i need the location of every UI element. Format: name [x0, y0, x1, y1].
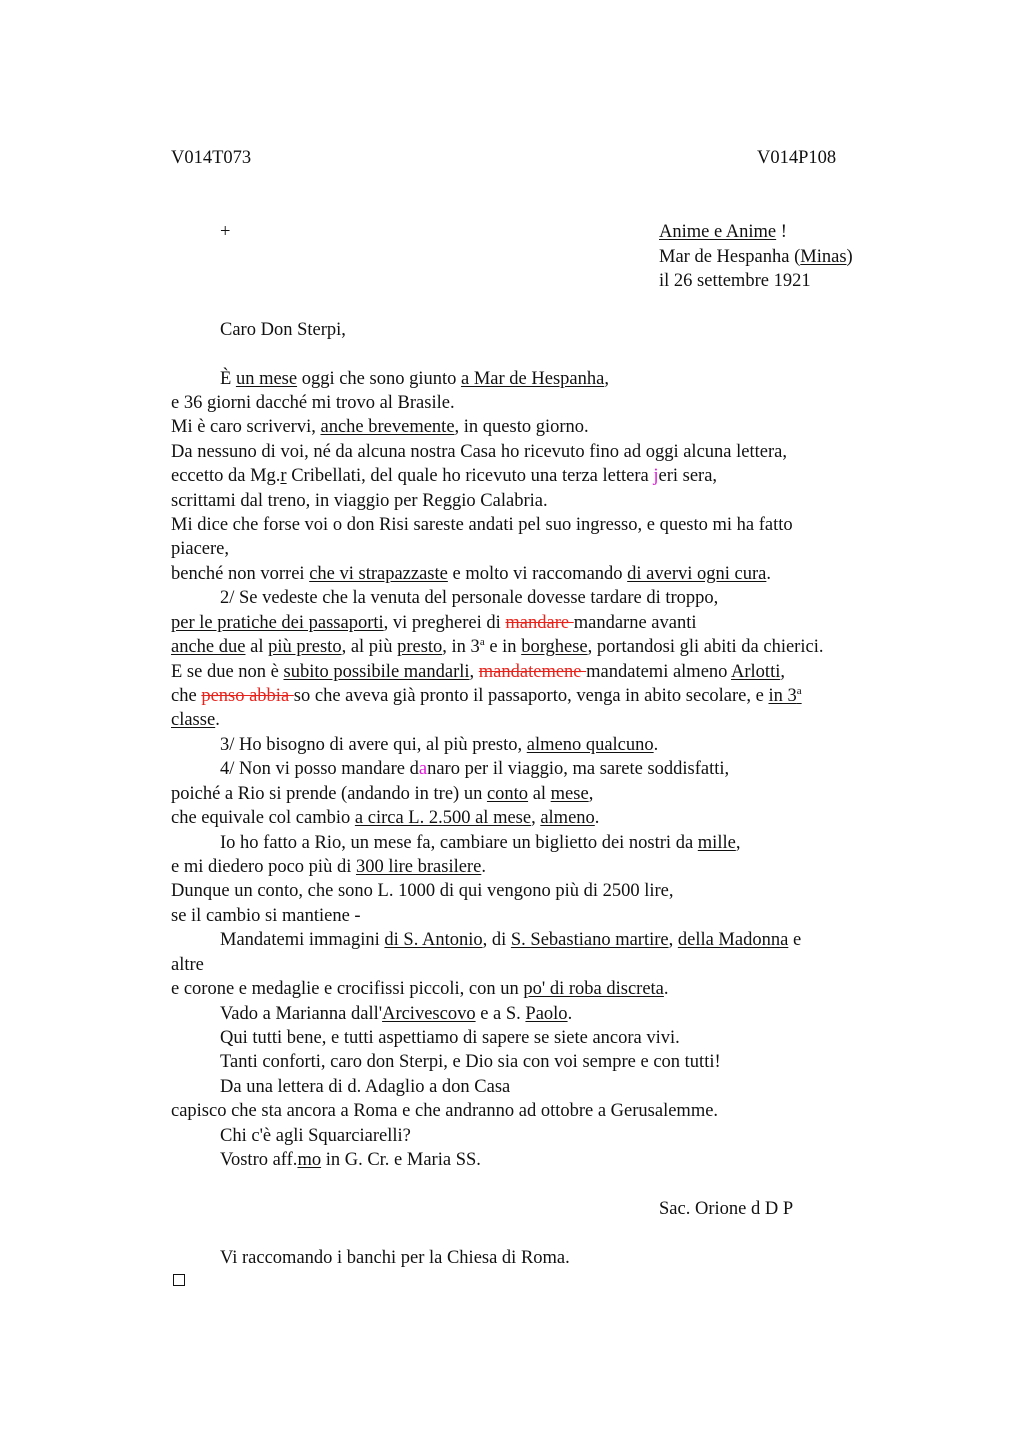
document-code-left: V014T073 [171, 148, 252, 168]
letter-line: scrittami dal treno, in viaggio per Reggio Calabria. [171, 491, 548, 511]
document-code-right: V014P108 [757, 148, 837, 168]
letter-line: È un mese oggi che sono giunto a Mar de Hespanha, [220, 369, 609, 389]
motto: Anime e Anime [659, 222, 777, 242]
postscript: Vi raccomando i banchi per la Chiesa di Roma. [220, 1248, 570, 1268]
letter-line: 3/ Ho bisogno di avere qui, al più presto, almeno qualcuno. [220, 735, 659, 755]
letter-line: anche due al più presto, al più presto, in 3$^a$ e in borghese, portandosi gli abiti da chierici. [171, 635, 824, 657]
letter-line: e corone e medaglie e crocifissi piccoli, con un po' di roba discreta. [171, 979, 669, 999]
letter-line: eccetto da Mg.r Cribellati, del quale ho ricevuto una terza lettera jeri sera, [171, 466, 718, 486]
letter-line: Chi c'è agli Squarciarelli? [220, 1126, 411, 1146]
letter-line: altre [171, 955, 204, 975]
letter-line: che penso abbia so che aveva già pronto il passaporto, venga in abito secolare, e in 3$^a$ [171, 684, 802, 706]
motto-line: Anime e Anime ! [659, 222, 787, 242]
letter-line: poiché a Rio si prende (andando in tre) un conto al mese, [171, 784, 594, 804]
letter-line: e mi diedero poco più di 300 lire brasilere. [171, 857, 486, 877]
date-line: il 26 settembre 1921 [659, 271, 811, 291]
letter-line: Io ho fatto a Rio, un mese fa, cambiare un biglietto dei nostri da mille, [220, 833, 741, 853]
letter-line: E se due non è subito possibile mandarli, mandatemene mandatemi almeno Arlotti, [171, 662, 785, 682]
closing-line: Vostro aff.mo in G. Cr. e Maria SS. [220, 1150, 481, 1170]
letter-line: Mi dice che forse voi o don Risi sareste andati pel suo ingresso, e questo mi ha fatto [171, 515, 793, 535]
salutation: Caro Don Sterpi, [220, 320, 346, 340]
signature: Sac. Orione d D P [659, 1199, 794, 1219]
letter-line: Vado a Marianna dall'Arcivescovo e a S. Paolo. [220, 1004, 573, 1024]
place-line: Mar de Hespanha (Minas) [659, 247, 853, 267]
letter-line: Qui tutti bene, e tutti aspettiamo di sapere se siete ancora vivi. [220, 1028, 680, 1048]
letter-line: piacere, [171, 539, 230, 559]
letter-line: per le pratiche dei passaporti, vi pregherei di mandare mandarne avanti [171, 613, 697, 633]
letter-line: 4/ Non vi posso mandare danaro per il viaggio, ma sarete soddisfatti, [220, 759, 730, 779]
letter-line: 2/ Se vedeste che la venuta del personale dovesse tardare di troppo, [220, 588, 719, 608]
deleted-word: mandatemene [478, 662, 587, 682]
inserted-letter: j [653, 466, 659, 486]
letter-line: Mandatemi immagini di S. Antonio, di S. Sebastiano martire, della Madonna e [220, 930, 802, 950]
letter-line: capisco che sta ancora a Roma e che andranno ad ottobre a Gerusalemme. [171, 1101, 719, 1121]
letter-line: se il cambio si mantiene - [171, 906, 361, 926]
letter-line: classe. [171, 710, 220, 730]
letter-line: che equivale col cambio a circa L. 2.500 al mese, almeno. [171, 808, 600, 828]
letter-line: Tanti conforti, caro don Sterpi, e Dio sia con voi sempre e con tutti! [220, 1052, 721, 1072]
cross-mark: + [220, 222, 231, 242]
letter-line: benché non vorrei che vi strapazzaste e molto vi raccomando di avervi ogni cura. [171, 564, 771, 584]
end-marker-box [173, 1274, 185, 1286]
letter-line: Da nessuno di voi, né da alcuna nostra Casa ho ricevuto fino ad oggi alcuna lettera, [171, 442, 787, 462]
letter-line: Dunque un conto, che sono L. 1000 di qui vengono più di 2500 lire, [171, 881, 674, 901]
letter-line: e 36 giorni dacché mi trovo al Brasile. [171, 393, 455, 413]
deleted-word: mandare [505, 613, 574, 633]
letter-line: Da una lettera di d. Adaglio a don Casa [220, 1077, 511, 1097]
deleted-word: penso abbia [201, 686, 294, 706]
inserted-letter: a [418, 759, 428, 779]
letter-line: Mi è caro scrivervi, anche brevemente, in questo giorno. [171, 417, 589, 437]
